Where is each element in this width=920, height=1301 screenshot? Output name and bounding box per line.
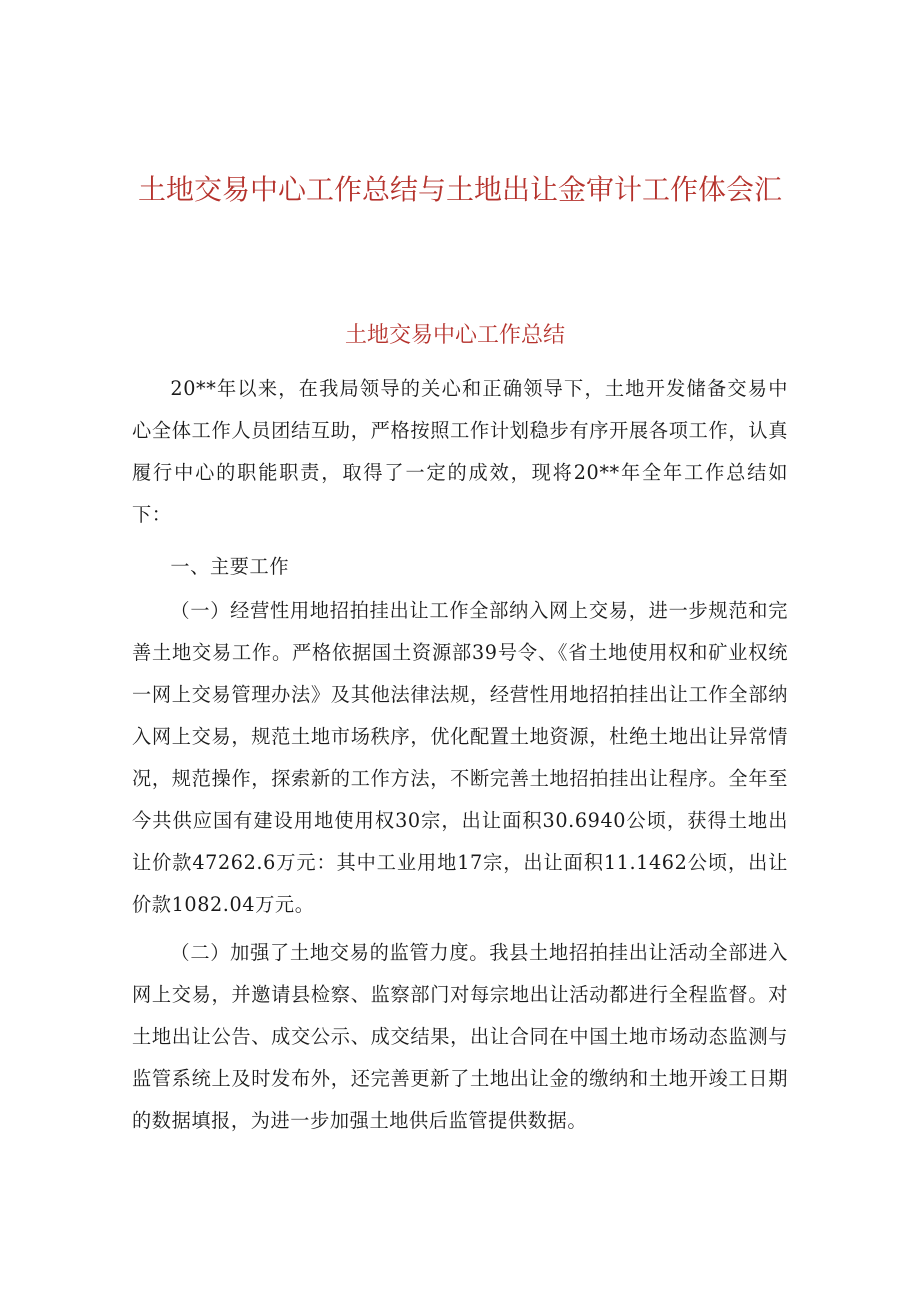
document-title: 土地交易中心工作总结与土地出让金审计工作体会汇 (137, 173, 782, 206)
intro-paragraph: 20**年以来，在我局领导的关心和正确领导下，土地开发储备交易中心全体工作人员团结互助，严格按照工作计划稳步有序开展各项工作，认真履行中心的职能职责，取得了一定的成效，现将20**年全年工作总结如下： (132, 377, 788, 526)
heading-main-work: 一、主要工作 (170, 555, 290, 578)
paragraph-item-1: （一）经营性用地招拍挂出让工作全部纳入网上交易，进一步规范和完善土地交易工作。严格依据国土资源部39号令、《省土地使用权和矿业权统一网上交易管理办法》及其他法律法规，经营性用地招拍挂出让工作全部纳入网上交易，规范土地市场秩序，优化配置土地资源，杜绝土地出让异常情况，规范操作，探索新的工作方法，不断完善土地招拍挂出让程序。全年至今共供应国有建设用地使用权30宗，出让面积30.6940公顷，获得土地出让价款47262.6万元：其中工业用地17宗，出让面积11.1462公顷，出让价款1082.04万元。 (132, 599, 788, 916)
paragraph-item-2: （二）加强了土地交易的监管力度。我县土地招拍挂出让活动全部进入网上交易，并邀请县检察、监察部门对每宗地出让活动都进行全程监督。对土地出让公告、成交公示、成交结果，出让合同在中国土地市场动态监测与监管系统上及时发布外，还完善更新了土地出让金的缴纳和土地开竣工日期的数据填报，为进一步加强土地供后监管提供数据。 (132, 941, 788, 1132)
section-title: 土地交易中心工作总结 (344, 323, 565, 348)
document-body (132, 368, 788, 1148)
